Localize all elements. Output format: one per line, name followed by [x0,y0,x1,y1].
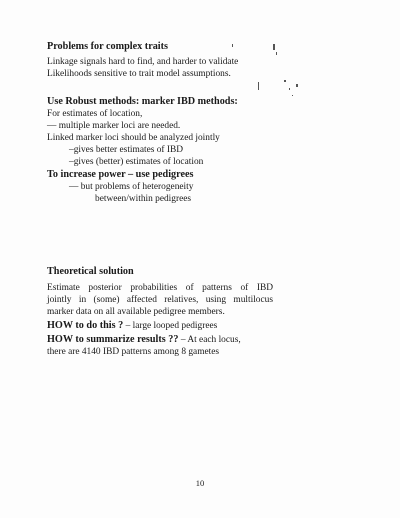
scan-speck [276,52,277,55]
section-heading-pedigrees: To increase power – use pedigrees [47,169,194,180]
body-line: Linked marker loci should be analyzed jointly [47,133,220,143]
scan-speck [284,80,286,82]
scan-speck [289,88,290,90]
how-label: HOW to summarize results ?? [47,334,179,345]
scan-speck [296,84,298,87]
body-line: there are 4140 IBD patterns among 8 gametes [47,347,220,357]
body-line: between/within pedigrees [95,194,192,204]
sub-line: –gives (better) estimates of location [69,157,204,167]
section-heading: Use Robust methods: marker IBD methods: [47,96,238,107]
paragraph-line: jointly in (some) affected relatives, using multilocus [47,295,273,305]
how-text: – At each locus, [178,335,241,345]
scan-speck [292,95,293,96]
page-number: 10 [195,478,205,488]
scan-speck [273,44,275,50]
how-line-1 [47,320,367,332]
body-line: Linkage signals hard to find, and harder to validate [47,57,239,67]
body-line: Likelihoods sensitive to trait model assumptions. [47,69,231,79]
section-heading: Problems for complex traits [47,41,168,52]
sub-line: –gives better estimates of IBD [69,145,184,155]
scan-speck [258,82,259,90]
section-complex-traits [47,40,367,80]
section-heading: Theoretical solution [47,266,134,277]
body-line: — multiple marker loci are needed. [47,121,181,131]
body-line: For estimates of location, [47,109,143,119]
body-line: — but problems of heterogeneity [69,182,194,192]
how-line-2 [47,334,367,346]
section-theoretical-solution [47,265,367,358]
how-text: – large looped pedigrees [123,321,218,331]
paragraph-line: marker data on all available pedigree members. [47,307,225,317]
scan-speck [232,44,233,47]
paragraph-line: Estimate posterior probabilities of patterns of IBD [47,283,273,293]
section-robust-methods [47,95,367,205]
how-label: HOW to do this ? [47,320,124,331]
